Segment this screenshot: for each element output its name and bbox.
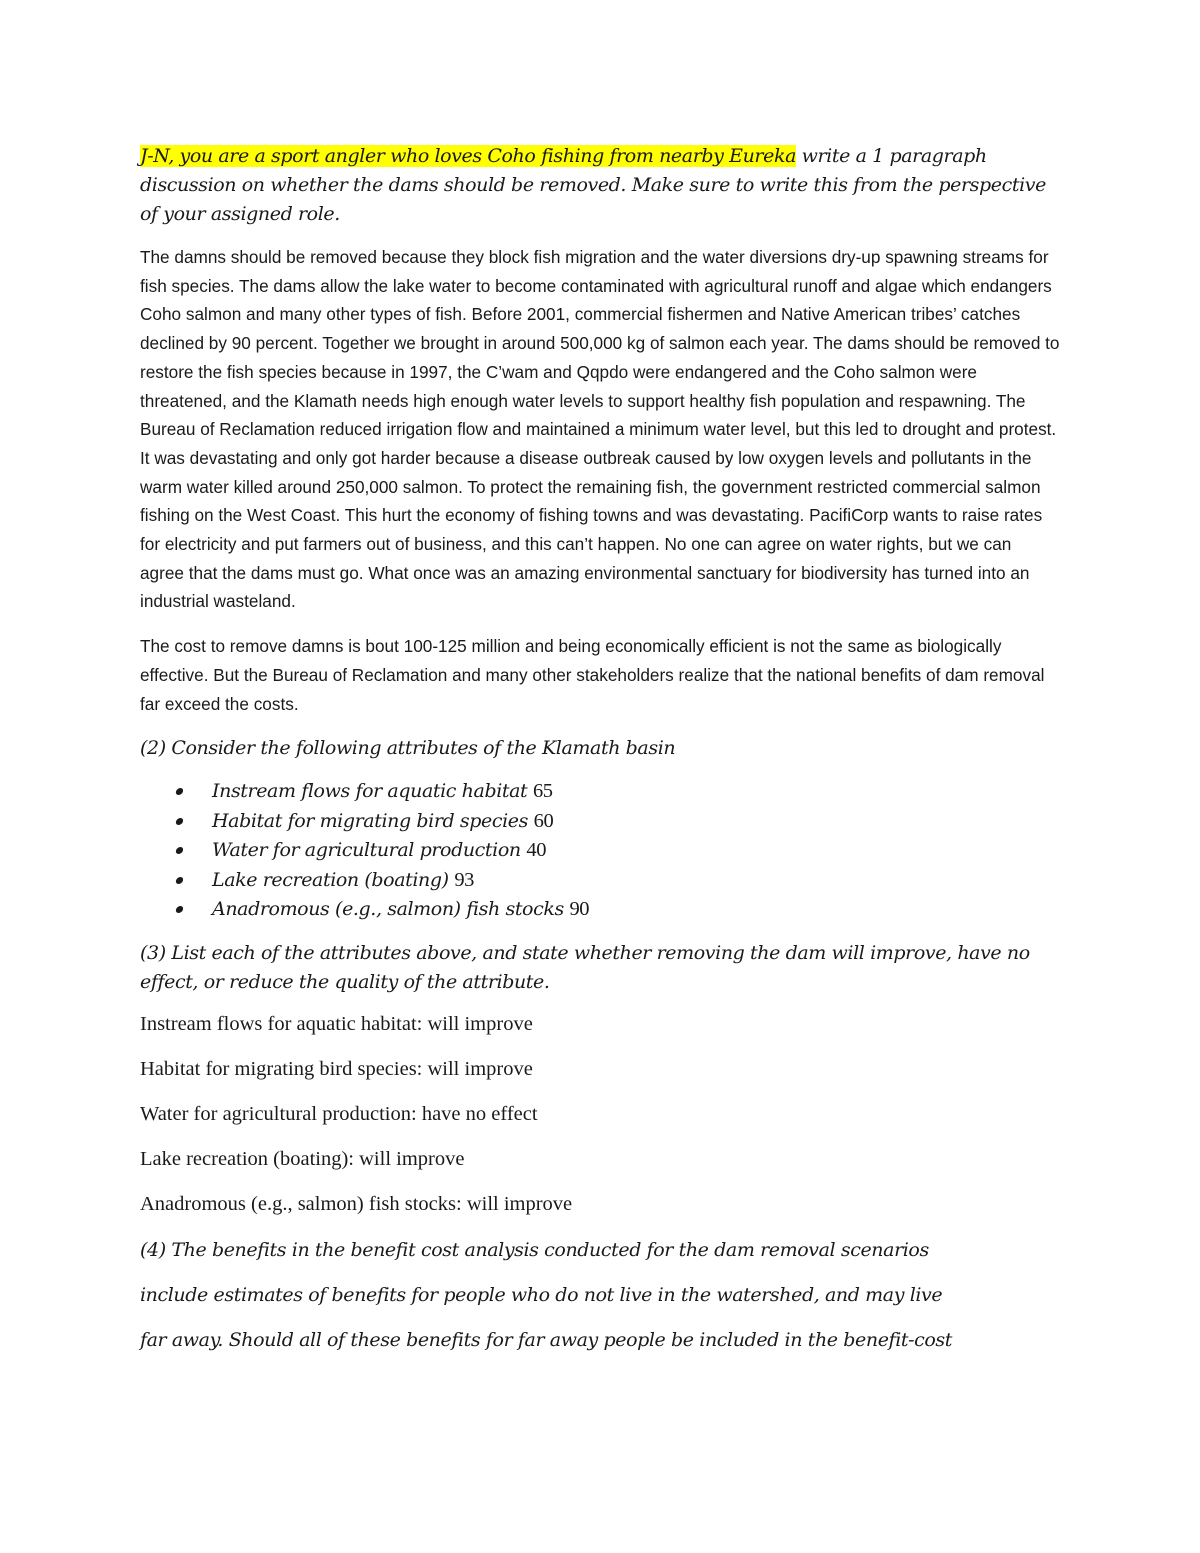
- attribute-label: Water for agricultural production: [212, 839, 521, 862]
- bullet-icon: [175, 906, 184, 913]
- answer-paragraph-1: The damns should be removed because they block fish migration and the water diversions dry-up spawning streams for fish species. The dams allow the lake water to become contaminated with agricultural runoff and algae which endangers Coho salmon and many other types of fish. Before 2001, commercial fishermen and Native American tribes’ catches declined by 90 percent. Together we brought in around 500,000 kg of salmon each year. The dams should be removed to restore the fish species because in 1997, the C’wam and Qqpdo were endangered and the Coho salmon were threatened, and the Klamath needs high enough water levels to support healthy fish population and respawning. The Bureau of Reclamation reduced irrigation flow and maintained a minimum water level, but this led to drought and protest. It was devastating and only got harder because a disease outbreak caused by low oxygen levels and pollutants in the warm water killed around 250,000 salmon. To protect the remaining fish, the government restricted commercial salmon fishing on the West Coast. This hurt the economy of fishing towns and was devastating. PacifiCorp wants to raise rates for electricity and put farmers out of business, and this can’t happen. No one can agree on water rights, but we can agree that the dams must go. What once was an amazing environmental sanctuary for biodiversity has turned into an industrial wasteland.: [140, 247, 1060, 612]
- question-1-rest: write a 1 paragraph discussion on whether the dams should be removed. Make sure to write this from the perspective of your assigned role.: [140, 145, 1046, 225]
- question-4-line-3: far away. Should all of these benefits for far away people be included in the benefit-cost: [140, 1328, 952, 1351]
- attribute-value: 60: [533, 809, 554, 832]
- attribute-label: Habitat for migrating bird species: [212, 809, 528, 832]
- question-3-prompt: (3) List each of the attributes above, and state whether removing the dam will improve, have no effect, or reduce the quality of the attribute.: [140, 941, 1030, 993]
- answer-paragraph-2: The cost to remove damns is bout 100-125 million and being economically efficient is not the same as biologically effective. But the Bureau of Reclamation and many other stakeholders realize that the national benefits of dam removal far exceed the costs.: [140, 636, 1045, 714]
- bullet-icon: [175, 788, 184, 795]
- attribute-answer: Lake recreation (boating): will improve: [140, 1147, 465, 1170]
- bullet-icon: [175, 847, 184, 854]
- question-2-prompt: (2) Consider the following attributes of the Klamath basin: [140, 737, 676, 760]
- question-1-prompt: [140, 142, 1060, 229]
- attribute-label: Instream flows for aquatic habitat: [212, 780, 528, 803]
- attribute-answer: Anadromous (e.g., salmon) fish stocks: will improve: [140, 1192, 573, 1215]
- attribute-item: [176, 777, 1060, 807]
- attribute-answer: Water for agricultural production: have no effect: [140, 1102, 538, 1125]
- attribute-value: 40: [526, 839, 547, 862]
- attribute-value: 90: [569, 898, 590, 921]
- attribute-answer: Instream flows for aquatic habitat: will improve: [140, 1012, 533, 1035]
- question-4-line-1: (4) The benefits in the benefit cost analysis conducted for the dam removal scenarios: [140, 1238, 929, 1261]
- attribute-list: [140, 777, 1060, 925]
- highlighted-role-text: J-N, you are a sport angler who loves Coho fishing from nearby Eureka: [140, 145, 796, 167]
- attribute-label: Anadromous (e.g., salmon) fish stocks: [212, 898, 564, 921]
- attribute-value: 65: [532, 780, 553, 803]
- attribute-answer: Habitat for migrating bird species: will improve: [140, 1057, 533, 1080]
- attribute-item: [176, 836, 1060, 866]
- bullet-icon: [175, 877, 184, 884]
- attribute-item: [176, 895, 1060, 925]
- attribute-item: [176, 866, 1060, 896]
- attribute-label: Lake recreation (boating): [212, 868, 449, 891]
- bullet-icon: [175, 818, 184, 825]
- attribute-value: 93: [454, 868, 475, 891]
- question-4-line-2: include estimates of benefits for people who do not live in the watershed, and may live: [140, 1283, 943, 1306]
- document-body: [140, 142, 1060, 1371]
- attribute-item: [176, 807, 1060, 837]
